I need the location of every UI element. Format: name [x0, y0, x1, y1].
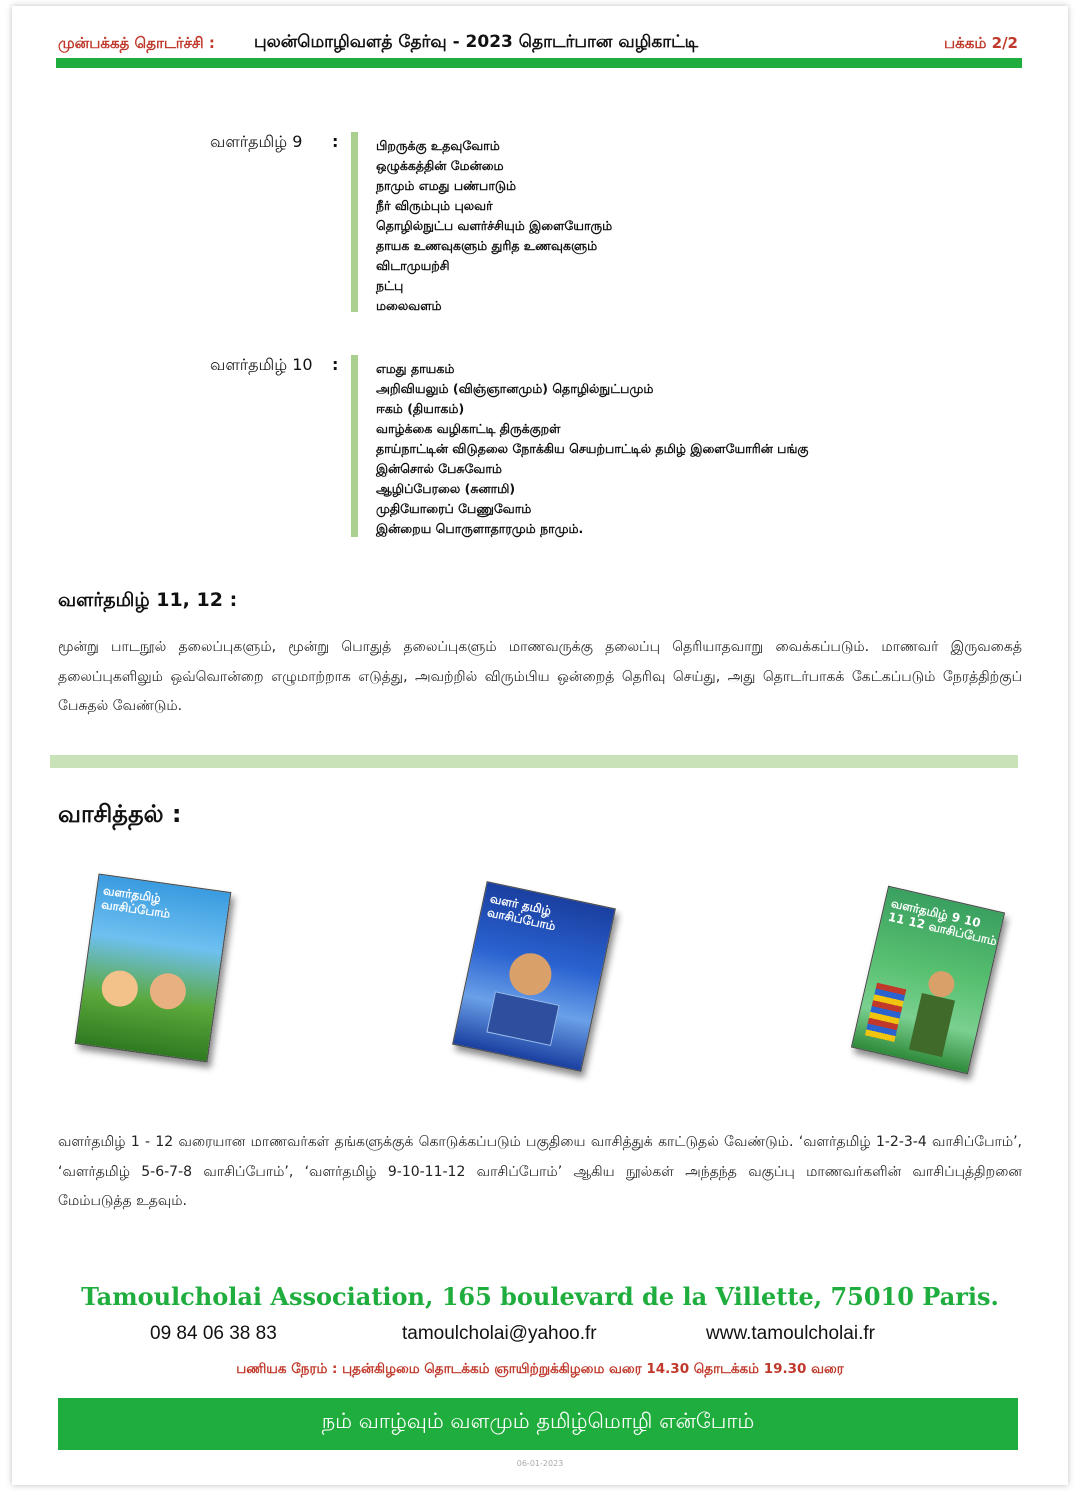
list-item: ஆழிப்பேரலை (சுனாமி): [376, 481, 516, 496]
association-address: Tamoulcholai Association, 165 boulevard de la Villette, 75010 Paris.: [81, 1282, 999, 1311]
reader-figure-icon: [505, 949, 555, 999]
list-item: நீர் விரும்பும் புலவர்: [376, 198, 493, 213]
continuation-label: முன்பக்கத் தொடர்ச்சி :: [58, 34, 215, 52]
list-item: விடாமுயற்சி: [376, 258, 450, 273]
list-item: நாமும் எமது பண்பாடும்: [376, 178, 517, 193]
child-figure-icon: [99, 968, 140, 1009]
page-header: [58, 30, 1022, 58]
list-item: முதியோரைப் பேணுவோம்: [376, 501, 532, 516]
reader-body-icon: [909, 993, 955, 1057]
list-item: இன்றைய பொருளாதாரமும் நாமும்.: [376, 521, 584, 536]
list-item: தாய்நாட்டின் விடுதலை நோக்கிய செயற்பாட்டில் தமிழ் இளையோரின் பங்கு: [376, 441, 809, 456]
list-item: ஒழுக்கத்தின் மேன்மை: [376, 158, 504, 173]
list-item: எமது தாயகம்: [376, 361, 455, 376]
page-number: பக்கம் 2/2: [944, 34, 1018, 52]
open-book-icon: [486, 991, 559, 1046]
book-cover-title: வளர்தமிழ் 9 10 11 12 வாசிப்போம்: [886, 895, 999, 949]
slogan-banner: [58, 1398, 1018, 1450]
grade9-topic-list: [376, 136, 612, 316]
grade9-label: வளர்தமிழ் 9: [210, 132, 303, 151]
office-hours: பணியக நேரம் : புதன்கிழமை தொடக்கம் ஞாயிற்றுக்கிழமை வரை 14.30 தொடக்கம் 19.30 வரை: [236, 1361, 844, 1377]
list-item: மலைவளம்: [376, 298, 442, 313]
book-cover-1: [75, 874, 232, 1063]
slogan-text: நம் வாழ்வும் வளமும் தமிழ்மொழி என்போம்: [321, 1409, 755, 1433]
grade10-label: வளர்தமிழ் 10: [210, 355, 313, 374]
page-title: புலன்மொழிவளத் தேர்வு - 2023 தொடர்பான வழிகாட்டி: [254, 32, 699, 52]
list-item: பிறருக்கு உதவுவோம்: [376, 138, 500, 153]
book-stack-icon: [865, 983, 906, 1042]
list-item: இன்சொல் பேசுவோம்: [376, 461, 502, 476]
reading-heading: வாசித்தல் :: [58, 800, 182, 828]
section-divider: [50, 755, 1018, 768]
grade10-topic-list: [376, 359, 808, 539]
date-stamp: 06-01-2023: [516, 1459, 564, 1468]
list-item: வாழ்க்கை வழிகாட்டி திருக்குறள்: [376, 421, 561, 436]
grade9-bar: [351, 132, 358, 312]
grade11-12-heading: வளர்தமிழ் 11, 12 :: [58, 589, 238, 611]
child-figure-icon: [148, 971, 189, 1012]
email-link[interactable]: tamoulcholai@yahoo.fr: [402, 1323, 597, 1344]
list-item: தாயக உணவுகளும் துரித உணவுகளும்: [376, 238, 598, 253]
grade10-colon: :: [332, 355, 339, 374]
list-item: தொழில்நுட்ப வளர்ச்சியும் இளையோரும்: [376, 218, 613, 233]
list-item: ஈகம் (தியாகம்): [376, 401, 465, 416]
phone-number[interactable]: 09 84 06 38 83: [150, 1323, 277, 1344]
book-cover-title: வளர்தமிழ் வாசிப்போம்: [100, 883, 172, 921]
header-rule: [56, 58, 1022, 68]
list-item: அறிவியலும் (விஞ்ஞானமும்) தொழில்நுட்பமும்: [376, 381, 654, 396]
reading-paragraph: வளர்தமிழ் 1 - 12 வரையான மாணவர்கள் தங்களுக்குக் கொடுக்கப்படும் பகுதியை வாசித்துக் காட்டுதல் வேண்டும். ‘வளர்தமிழ் 1-2-3-4 வாசிப்போம்’, ‘வளர்தமிழ் 5-6-7-8 வாசிப்போம்’, ‘வளர்தமிழ் 9-10-11-12 வாசிப்போம்’ ஆகிய நூல்கள் அந்தந்த வகுப்பு மாணவர்களின் வாசிப்புத்திறனை மேம்படுத்த உதவும்.: [58, 1134, 1022, 1209]
website-link[interactable]: www.tamoulcholai.fr: [706, 1323, 875, 1344]
grade9-colon: :: [332, 132, 339, 151]
list-item: நட்பு: [376, 278, 404, 293]
book-cover-title: வளர் தமிழ் வாசிப்போம்: [485, 891, 557, 934]
grade11-12-paragraph: மூன்று பாடநூல் தலைப்புகளும், மூன்று பொதுத் தலைப்புகளும் மாணவருக்கு தலைப்பு தெரியாதவாறு வைக்கப்படும். மாணவர் இருவகைத் தலைப்புகளிலும் ஒவ்வொன்றை எழுமாற்றாக எடுத்து, அவற்றில் விரும்பிய ஒன்றைத் தெரிவு செய்து, அது தொடர்பாகக் கேட்கப்படும் நேரத்திற்குப் பேசுதல் வேண்டும்.: [58, 639, 1022, 714]
grade10-bar: [351, 355, 358, 537]
